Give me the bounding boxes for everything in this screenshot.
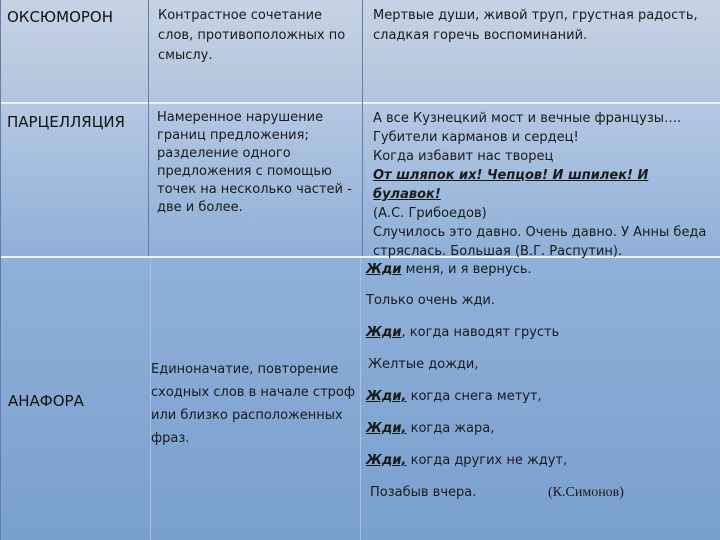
- column-divider: [148, 0, 149, 256]
- example-line: А все Кузнецкий мост и вечные французы….: [373, 111, 682, 126]
- column-divider: [362, 0, 363, 256]
- poem-line: Жди, когда наводят грусть: [366, 325, 560, 340]
- example-line: (А.С. Грибоедов): [373, 206, 487, 221]
- row-divider: [0, 102, 720, 104]
- poem-line: Позабыв вчера.: [370, 485, 477, 500]
- example-parcellation: [373, 109, 718, 261]
- definition-oxymoron: Контрастное сочетание слов, противоположных по смыслу.: [158, 8, 346, 63]
- poem-line: Жди, когда других не ждут,: [366, 453, 568, 468]
- definition-anaphora: Единоначатие, повторение сходных слов в начале строф или близко расположенных фраз.: [151, 362, 355, 446]
- example-line: Случилось это давно. Очень давно. У Анны беда: [373, 225, 707, 240]
- poem-line: Желтые дожди,: [368, 357, 479, 372]
- term-oxymoron: ОКСЮМОРОН: [7, 8, 114, 26]
- definition-parcellation: Намеренное нарушение границ предложения; разделение одного предложения с помощью точек на несколько частей - две и более.: [157, 110, 352, 215]
- term-anaphora: АНАФОРА: [8, 392, 84, 410]
- example-line: стряслась. Большая (В.Г. Распутин).: [373, 244, 623, 259]
- poem-author: (К.Симонов): [548, 485, 624, 500]
- poem-line: Жди, когда снега метут,: [366, 389, 542, 404]
- column-divider: [0, 0, 1, 540]
- poem-line: Жди меня, и я вернусь.: [366, 262, 532, 277]
- example-line: Губители карманов и сердец!: [373, 130, 579, 145]
- example-line-emphasis: От шляпок их! Чепцов! И шпилек! И булавок!: [373, 168, 649, 202]
- term-parcellation: ПАРЦЕЛЛЯЦИЯ: [7, 113, 125, 131]
- poem-line: Только очень жди.: [366, 293, 496, 308]
- example-line: Когда избавит нас творец: [373, 149, 554, 164]
- column-divider: [360, 258, 361, 540]
- poem-line: Жди, когда жара,: [366, 421, 495, 436]
- example-oxymoron: Мертвые души, живой труп, грустная радость, сладкая горечь воспоминаний.: [373, 8, 698, 43]
